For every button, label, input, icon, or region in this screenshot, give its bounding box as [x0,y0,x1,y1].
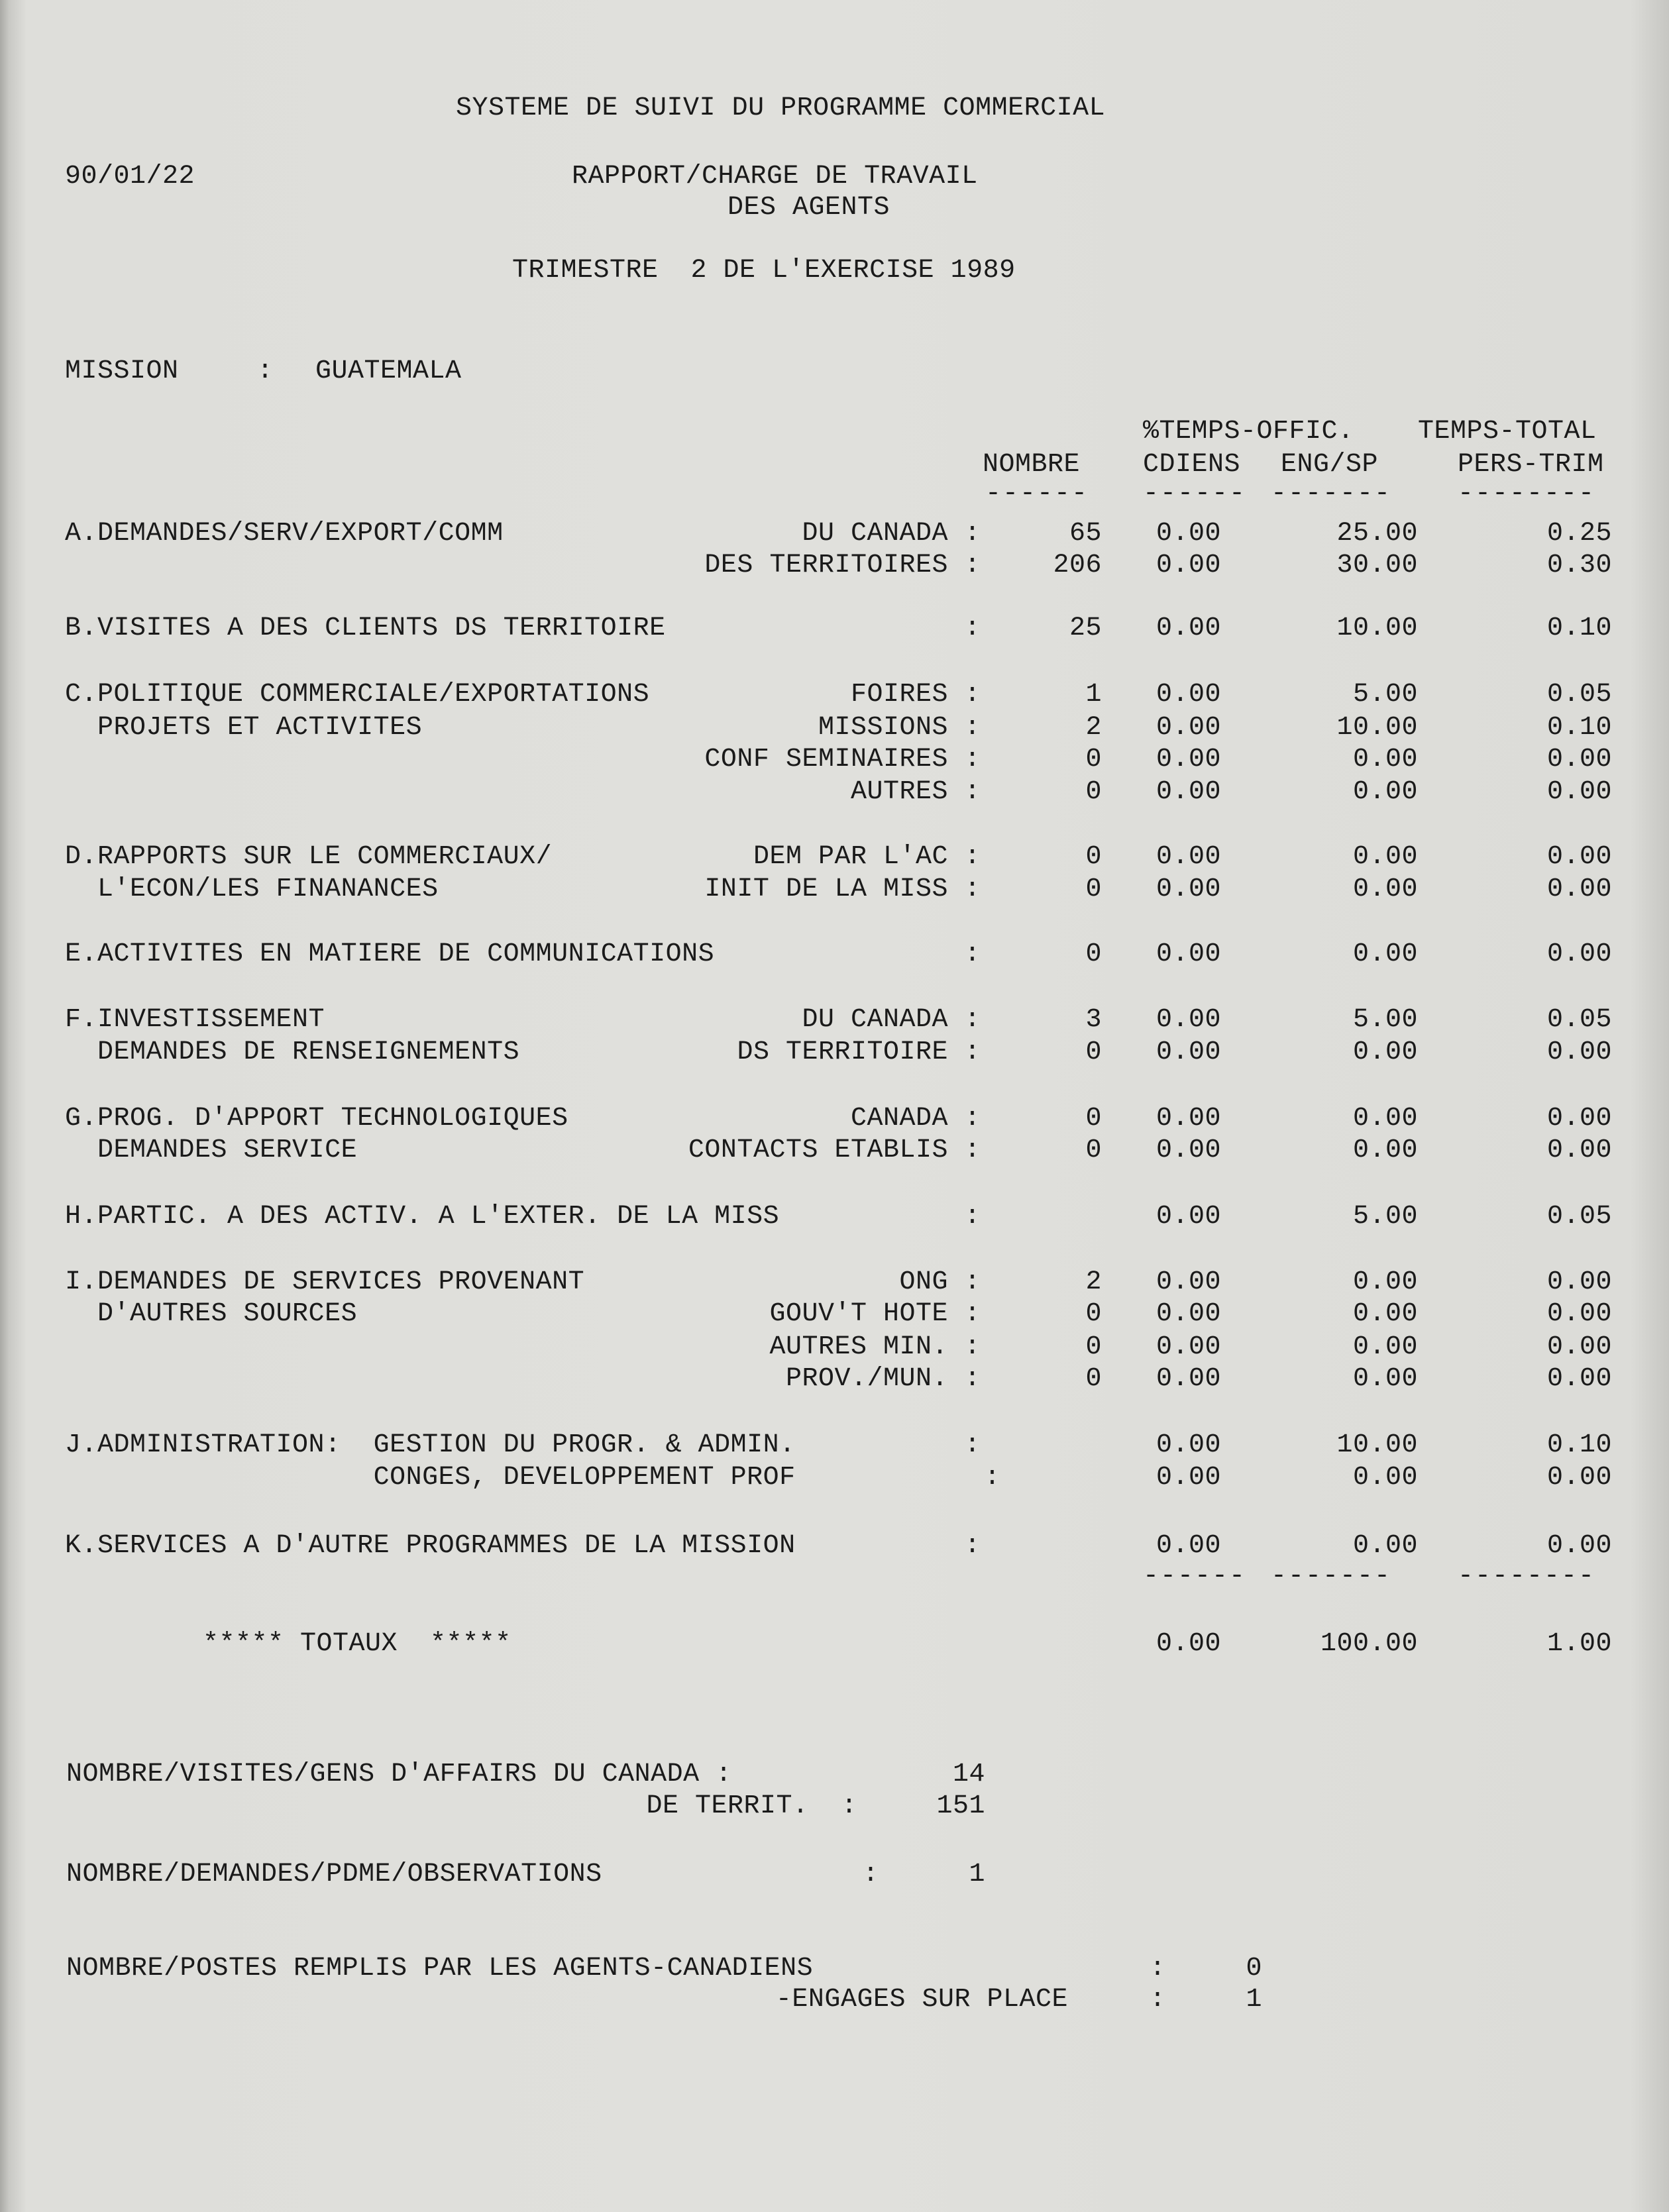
row-sublabel: : [984,1463,1000,1493]
postes-canadiens-separator: : [1150,1954,1166,1983]
row-pers-trim: 0.10 [1546,1430,1612,1460]
row-nombre: 0 [1085,842,1102,872]
row-sublabel: CONF SEMINAIRES : [704,745,981,774]
row-sublabel: : [964,939,981,969]
row-nombre: 0 [1085,745,1102,774]
row-pers-trim: 0.00 [1546,1104,1612,1133]
col-header-nombre: NOMBRE [983,450,1081,480]
row-cdiens: 0.00 [1156,1299,1221,1329]
row-pers-trim: 0.05 [1546,1005,1612,1035]
row-pers-trim: 0.00 [1546,1364,1612,1394]
row-sublabel: AUTRES MIN. : [769,1332,981,1362]
row-pers-trim: 0.00 [1546,1299,1612,1329]
row-nombre: 0 [1085,777,1102,807]
totals-pers-trim: 1.00 [1546,1629,1612,1659]
postes-canadiens-label: NOMBRE/POSTES REMPLIS PAR LES AGENTS-CANADIENS [66,1954,814,1983]
system-title: SYSTEME DE SUIVI DU PROGRAMME COMMERCIAL [456,93,1106,123]
row-sublabel: PROV./MUN. : [785,1364,981,1394]
row-cdiens: 0.00 [1156,842,1221,872]
col-header-cdiens: CDIENS [1143,450,1241,480]
row-label: PROJETS ET ACTIVITES [65,713,423,743]
totals-cdiens: 0.00 [1156,1629,1221,1659]
postes-engages-separator: : [1150,1985,1166,2015]
row-engsp: 0.00 [1352,939,1418,969]
row-nombre: 0 [1085,1104,1102,1133]
row-pers-trim: 0.05 [1546,1202,1612,1232]
row-pers-trim: 0.00 [1546,939,1612,969]
row-sublabel: MISSIONS : [818,713,981,743]
row-label: D.RAPPORTS SUR LE COMMERCIAUX/ [65,842,553,872]
row-sublabel: AUTRES : [850,777,981,807]
row-cdiens: 0.00 [1156,680,1221,710]
visites-label-canada: NOMBRE/VISITES/GENS D'AFFAIRS DU CANADA : [66,1760,732,1789]
row-sublabel: : [964,1430,981,1460]
row-nombre: 0 [1085,939,1102,969]
row-engsp: 0.00 [1352,745,1418,774]
row-label: E.ACTIVITES EN MATIERE DE COMMUNICATIONS [65,939,715,969]
row-cdiens: 0.00 [1156,874,1221,904]
row-sublabel: : [964,1202,981,1232]
row-pers-trim: 0.30 [1546,551,1612,580]
row-engsp: 5.00 [1352,1005,1418,1035]
row-engsp: 10.00 [1336,713,1418,743]
row-engsp: 0.00 [1352,777,1418,807]
postes-engages-value: 1 [1246,1985,1262,2015]
row-cdiens: 0.00 [1156,713,1221,743]
row-cdiens: 0.00 [1156,1364,1221,1394]
row-nombre: 1 [1085,680,1102,710]
row-cdiens: 0.00 [1156,1037,1221,1067]
row-sublabel: CONTACTS ETABLIS : [688,1135,981,1165]
row-cdiens: 0.00 [1156,519,1221,549]
row-engsp: 0.00 [1352,1463,1418,1493]
row-engsp: 30.00 [1336,551,1418,580]
row-label: DEMANDES SERVICE [65,1135,358,1165]
totals-engsp: 100.00 [1320,1629,1418,1659]
row-nombre: 65 [1069,519,1102,549]
col-underline-nombre: ------ [985,479,1089,509]
row-pers-trim: 0.00 [1546,1135,1612,1165]
demandes-pdme-value: 1 [969,1860,985,1889]
row-nombre: 25 [1069,613,1102,643]
row-cdiens: 0.00 [1156,1463,1221,1493]
row-sublabel: : [964,613,981,643]
row-label: CONGES, DEVELOPPEMENT PROF [65,1463,796,1493]
row-engsp: 5.00 [1352,1202,1418,1232]
row-engsp: 0.00 [1352,1299,1418,1329]
col-underline-engsp: ------- [1271,479,1392,509]
row-pers-trim: 0.10 [1546,713,1612,743]
totals-label: ***** TOTAUX ***** [203,1629,511,1659]
col-underline-pers: -------- [1458,479,1596,509]
row-cdiens: 0.00 [1156,1104,1221,1133]
row-label: K.SERVICES A D'AUTRE PROGRAMMES DE LA MISSION [65,1531,796,1561]
row-engsp: 0.00 [1352,874,1418,904]
row-label: G.PROG. D'APPORT TECHNOLOGIQUES [65,1104,568,1133]
demandes-pdme-label: NOMBRE/DEMANDES/PDME/OBSERVATIONS [66,1860,602,1889]
row-sublabel: INIT DE LA MISS : [704,874,981,904]
row-label: I.DEMANDES DE SERVICES PROVENANT [65,1267,585,1297]
totals-underline-cdiens: ------ [1143,1561,1247,1591]
row-nombre: 2 [1085,1267,1102,1297]
row-sublabel: : [964,1531,981,1561]
row-pers-trim: 0.00 [1546,745,1612,774]
row-cdiens: 0.00 [1156,745,1221,774]
row-label: D'AUTRES SOURCES [65,1299,358,1329]
report-title-line1: RAPPORT/CHARGE DE TRAVAIL [572,162,978,191]
row-sublabel: ONG : [899,1267,981,1297]
row-pers-trim: 0.00 [1546,1463,1612,1493]
row-engsp: 10.00 [1336,1430,1418,1460]
col-underline-cdiens: ------ [1143,479,1247,509]
row-pers-trim: 0.00 [1546,842,1612,872]
row-cdiens: 0.00 [1156,551,1221,580]
row-pers-trim: 0.00 [1546,874,1612,904]
row-label: DEMANDES DE RENSEIGNEMENTS [65,1037,520,1067]
row-engsp: 0.00 [1352,1037,1418,1067]
col-header-pct-temps: %TEMPS-OFFIC. [1143,417,1354,447]
postes-canadiens-value: 0 [1246,1954,1262,1983]
mission-separator: : [257,356,274,386]
row-engsp: 10.00 [1336,613,1418,643]
row-label: L'ECON/LES FINANANCES [65,874,439,904]
row-sublabel: FOIRES : [850,680,981,710]
report-date: 90/01/22 [65,162,195,191]
row-cdiens: 0.00 [1156,1267,1221,1297]
row-nombre: 206 [1053,551,1102,580]
row-engsp: 0.00 [1352,1135,1418,1165]
row-engsp: 0.00 [1352,1332,1418,1362]
row-engsp: 0.00 [1352,1364,1418,1394]
row-cdiens: 0.00 [1156,613,1221,643]
row-cdiens: 0.00 [1156,939,1221,969]
mission-label: MISSION [65,356,179,386]
totals-underline-engsp: ------- [1271,1561,1392,1591]
row-pers-trim: 0.25 [1546,519,1612,549]
row-pers-trim: 0.00 [1546,1037,1612,1067]
row-engsp: 25.00 [1336,519,1418,549]
row-nombre: 3 [1085,1005,1102,1035]
row-label: H.PARTIC. A DES ACTIV. A L'EXTER. DE LA MISS [65,1202,780,1232]
row-engsp: 0.00 [1352,1531,1418,1561]
col-header-engsp: ENG/SP [1281,450,1379,480]
row-engsp: 0.00 [1352,842,1418,872]
visites-value-territ: 151 [936,1791,985,1821]
row-cdiens: 0.00 [1156,777,1221,807]
col-header-temps-total: TEMPS-TOTAL [1418,417,1597,447]
row-pers-trim: 0.00 [1546,1531,1612,1561]
row-sublabel: DES TERRITOIRES : [704,551,981,580]
totals-underline-pers: -------- [1458,1561,1596,1591]
visites-value-canada: 14 [952,1760,985,1789]
report-title-line2: DES AGENTS [727,193,890,223]
row-engsp: 0.00 [1352,1104,1418,1133]
row-cdiens: 0.00 [1156,1531,1221,1561]
row-pers-trim: 0.00 [1546,1332,1612,1362]
row-engsp: 5.00 [1352,680,1418,710]
report-period: TRIMESTRE 2 DE L'EXERCISE 1989 [512,256,1016,286]
row-sublabel: DU CANADA : [802,1005,981,1035]
row-pers-trim: 0.05 [1546,680,1612,710]
row-nombre: 0 [1085,1332,1102,1362]
col-header-pers-trim: PERS-TRIM [1458,450,1604,480]
row-engsp: 0.00 [1352,1267,1418,1297]
row-sublabel: GOUV'T HOTE : [769,1299,981,1329]
row-sublabel: DEM PAR L'AC : [753,842,981,872]
row-label: A.DEMANDES/SERV/EXPORT/COMM [65,519,504,549]
row-nombre: 0 [1085,1299,1102,1329]
row-cdiens: 0.00 [1156,1005,1221,1035]
row-sublabel: CANADA : [850,1104,981,1133]
row-label: C.POLITIQUE COMMERCIALE/EXPORTATIONS [65,680,650,710]
row-label: J.ADMINISTRATION: GESTION DU PROGR. & ADMIN. [65,1430,796,1460]
row-nombre: 0 [1085,874,1102,904]
row-nombre: 0 [1085,1364,1102,1394]
row-cdiens: 0.00 [1156,1332,1221,1362]
postes-engages-label: -ENGAGES SUR PLACE [775,1985,1068,2015]
row-label: F.INVESTISSEMENT [65,1005,325,1035]
row-cdiens: 0.00 [1156,1202,1221,1232]
row-label: B.VISITES A DES CLIENTS DS TERRITOIRE [65,613,666,643]
row-sublabel: DS TERRITOIRE : [737,1037,981,1067]
visites-label-territ: DE TERRIT. : [646,1791,857,1821]
mission-value: GUATEMALA [315,356,462,386]
row-pers-trim: 0.00 [1546,1267,1612,1297]
row-sublabel: DU CANADA : [802,519,981,549]
row-nombre: 0 [1085,1135,1102,1165]
row-pers-trim: 0.00 [1546,777,1612,807]
demandes-pdme-separator: : [863,1860,879,1889]
row-pers-trim: 0.10 [1546,613,1612,643]
row-nombre: 2 [1085,713,1102,743]
row-cdiens: 0.00 [1156,1135,1221,1165]
row-nombre: 0 [1085,1037,1102,1067]
row-cdiens: 0.00 [1156,1430,1221,1460]
